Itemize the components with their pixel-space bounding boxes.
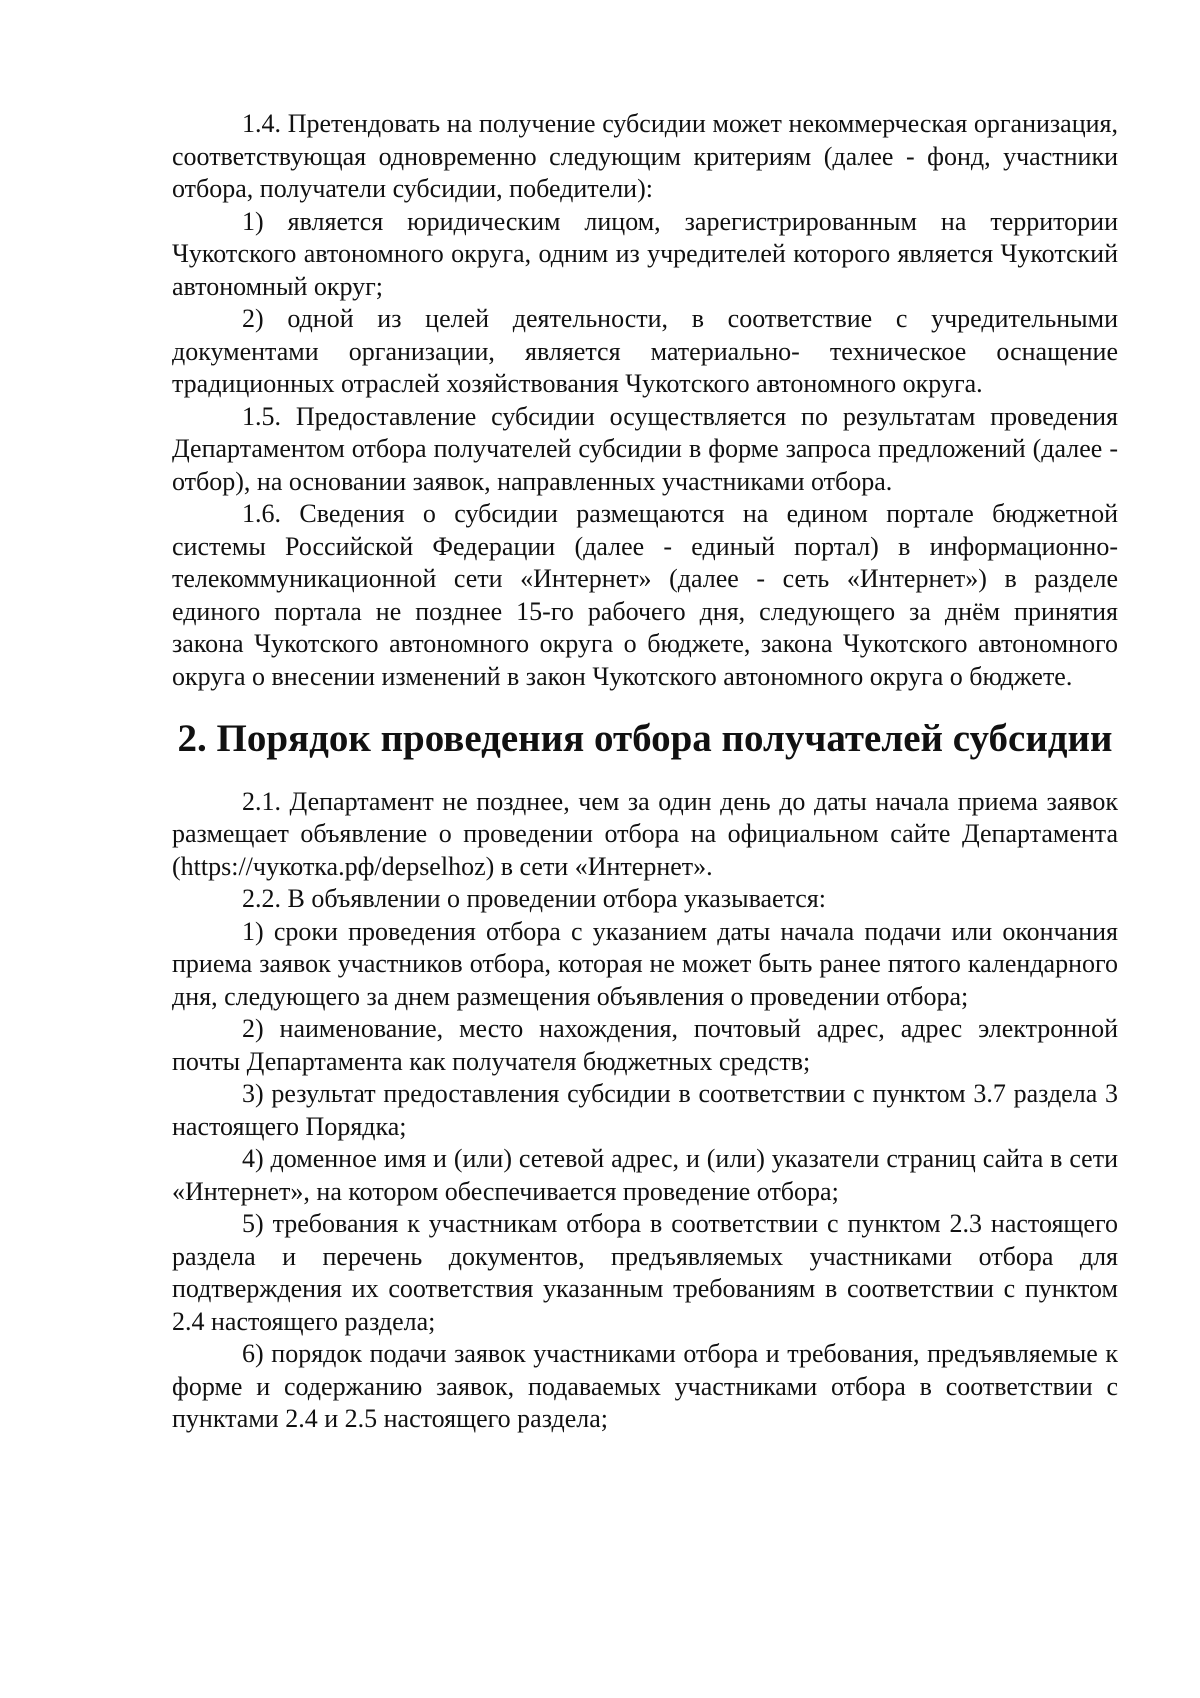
paragraph-1-4-item-1: 1) является юридическим лицом, зарегистрированным на территории Чукотского автономного округа, одним из учредителей которого является Чукотский автономный округ; <box>172 206 1118 301</box>
paragraph-1-6: 1.6. Сведения о субсидии размещаются на едином портале бюджетной системы Российской Федерации (далее - единый портал) в информационно-телекоммуникационной сети «Интернет» (далее - сеть «Интернет») в разделе единого портала не позднее 15-го рабочего дня, следующего за днём принятия закона Чукотского автономного округа о бюджете, закона Чукотского автономного округа о внесении изменений в закон Чукотского автономного округа о бюджете. <box>172 499 1118 691</box>
paragraph-2-2-item-1: 1) сроки проведения отбора с указанием даты начала подачи или окончания приема заявок участников отбора, которая не может быть ранее пятого календарного дня, следующего за днем размещения объявления о проведении отбора; <box>172 916 1118 1011</box>
paragraph-2-1: 2.1. Департамент не позднее, чем за один день до даты начала приема заявок размещает объявление о проведении отбора на официальном сайте Департамента (https://чукотка.рф/depselhoz) в сети «Интернет». <box>172 786 1118 881</box>
paragraph-2-2-item-3: 3) результат предоставления субсидии в соответствии с пунктом 3.7 раздела 3 настоящего Порядка; <box>172 1079 1118 1141</box>
document-page <box>172 108 1118 1436</box>
paragraph-1-5: 1.5. Предоставление субсидии осуществляется по результатам проведения Департаментом отбора получателей субсидии в форме запроса предложений (далее - отбор), на основании заявок, направленных участниками отбора. <box>172 401 1118 496</box>
paragraph-2-2: 2.2. В объявлении о проведении отбора указывается: <box>242 884 826 913</box>
section-2-heading: 2. Порядок проведения отбора получателей субсидии <box>177 717 1113 760</box>
paragraph-2-2-item-6: 6) порядок подачи заявок участниками отбора и требования, предъявляемые к форме и содержанию заявок, подаваемых участниками отбора в соответствии с пунктами 2.4 и 2.5 настоящего раздела; <box>172 1339 1118 1433</box>
paragraph-2-2-item-2: 2) наименование, место нахождения, почтовый адрес, адрес электронной почты Департамента как получателя бюджетных средств; <box>172 1014 1118 1076</box>
paragraph-1-4: 1.4. Претендовать на получение субсидии может некоммерческая организация, соответствующая одновременно следующим критериям (далее - фонд, участники отбора, получатели субсидии, победители): <box>172 109 1118 203</box>
paragraph-1-4-item-2: 2) одной из целей деятельности, в соответствие с учредительными документами организации, является материально- техническое оснащение традиционных отраслей хозяйствования Чукотского автономного округа. <box>172 304 1118 398</box>
paragraph-2-2-item-5: 5) требования к участникам отбора в соответствии с пунктом 2.3 настоящего раздела и перечень документов, предъявляемых участниками отбора для подтверждения их соответствия указанным требованиям в соответствии с пунктом 2.4 настоящего раздела; <box>172 1209 1118 1336</box>
paragraph-2-2-item-4: 4) доменное имя и (или) сетевой адрес, и (или) указатели страниц сайта в сети «Интернет», на котором обеспечивается проведение отбора; <box>172 1144 1118 1206</box>
